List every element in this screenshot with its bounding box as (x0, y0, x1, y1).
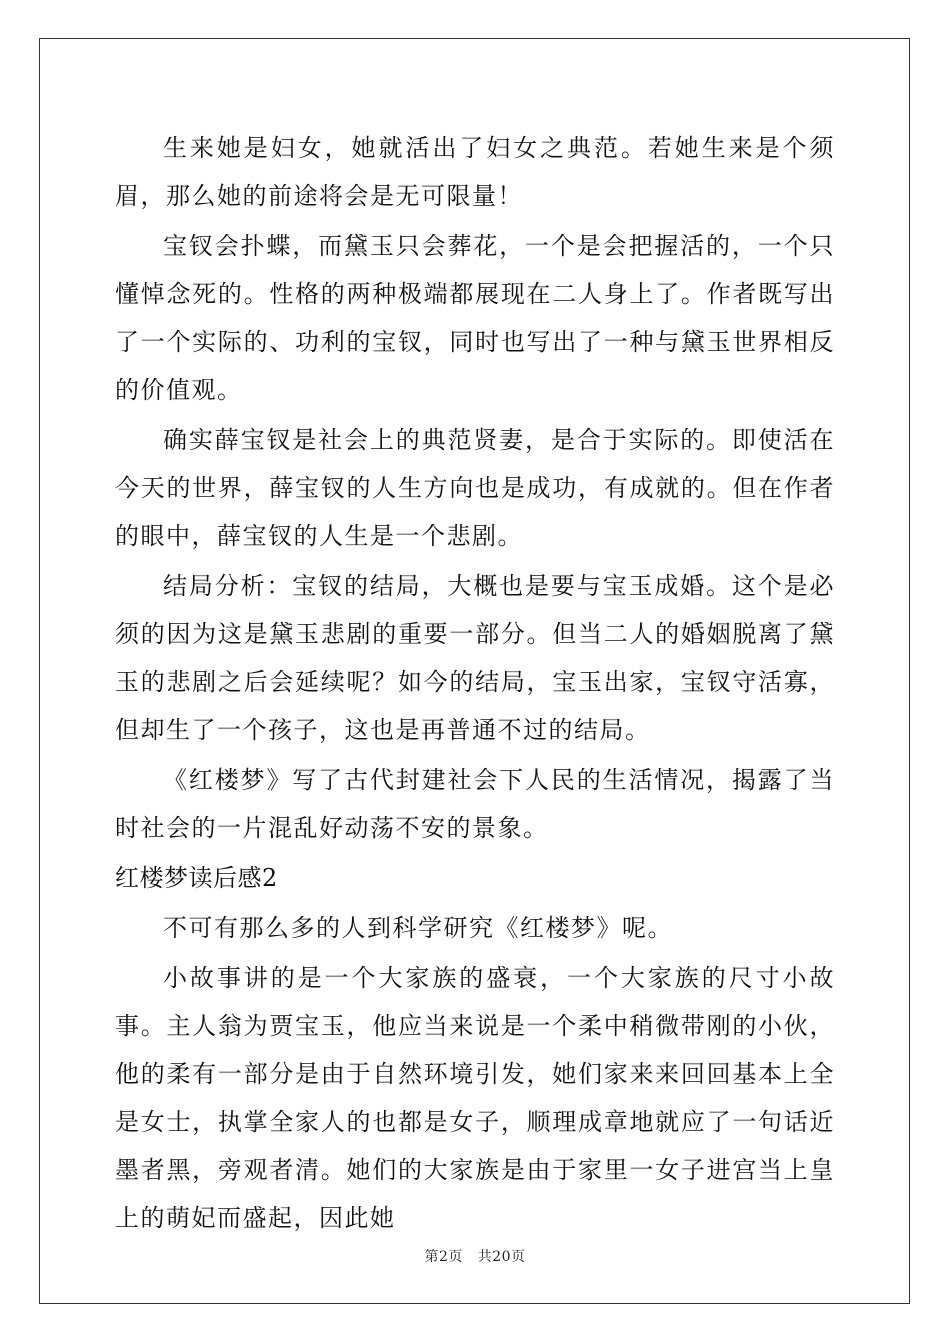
paragraph: 小故事讲的是一个大家族的盛衰，一个大家族的尺寸小故事。主人翁为贾宝玉，他应当来说是一个柔中稍微带刚的小伙，他的柔有一部分是由于自然环境引发，她们家来来回回基本上全是女士，执掌全家人的也都是女子，顺理成章地就应了一句话近墨者黑，旁观者清。她们的大家族是由于家里一女子进宫当上皇上的萌妃而盛起，因此她 (115, 964, 835, 1232)
document-body (115, 124, 835, 1244)
paragraph: 《红楼梦》写了古代封建社会下人民的生活情况，揭露了当时社会的一片混乱好动荡不安的景象。 (115, 766, 835, 842)
paragraph: 结局分析：宝钗的结局，大概也是要与宝玉成婚。这个是必须的因为这是黛玉悲剧的重要一部分。但当二人的婚姻脱离了黛玉的悲剧之后会延续呢？如今的结局，宝玉出家，宝钗守活寡，但却生了一个孩子，这也是再普通不过的结局。 (115, 572, 835, 744)
paragraph: 宝钗会扑蝶，而黛玉只会葬花，一个是会把握活的，一个只懂悼念死的。性格的两种极端都展现在二人身上了。作者既写出了一个实际的、功利的宝钗，同时也写出了一种与黛玉世界相反的价值观。 (115, 232, 835, 404)
paragraph: 确实薛宝钗是社会上的典范贤妻，是合于实际的。即使活在今天的世界，薛宝钗的人生方向也是成功，有成就的。但在作者的眼中，薛宝钗的人生是一个悲剧。 (115, 426, 835, 550)
section-heading: 红楼梦读后感2 (115, 864, 278, 892)
paragraph: 生来她是妇女，她就活出了妇女之典范。若她生来是个须眉，那么她的前途将会是无可限量！ (115, 134, 835, 210)
page-number-footer: 第2页 共20页 (424, 1249, 526, 1265)
paragraph: 不可有那么多的人到科学研究《红楼梦》呢。 (163, 914, 673, 942)
